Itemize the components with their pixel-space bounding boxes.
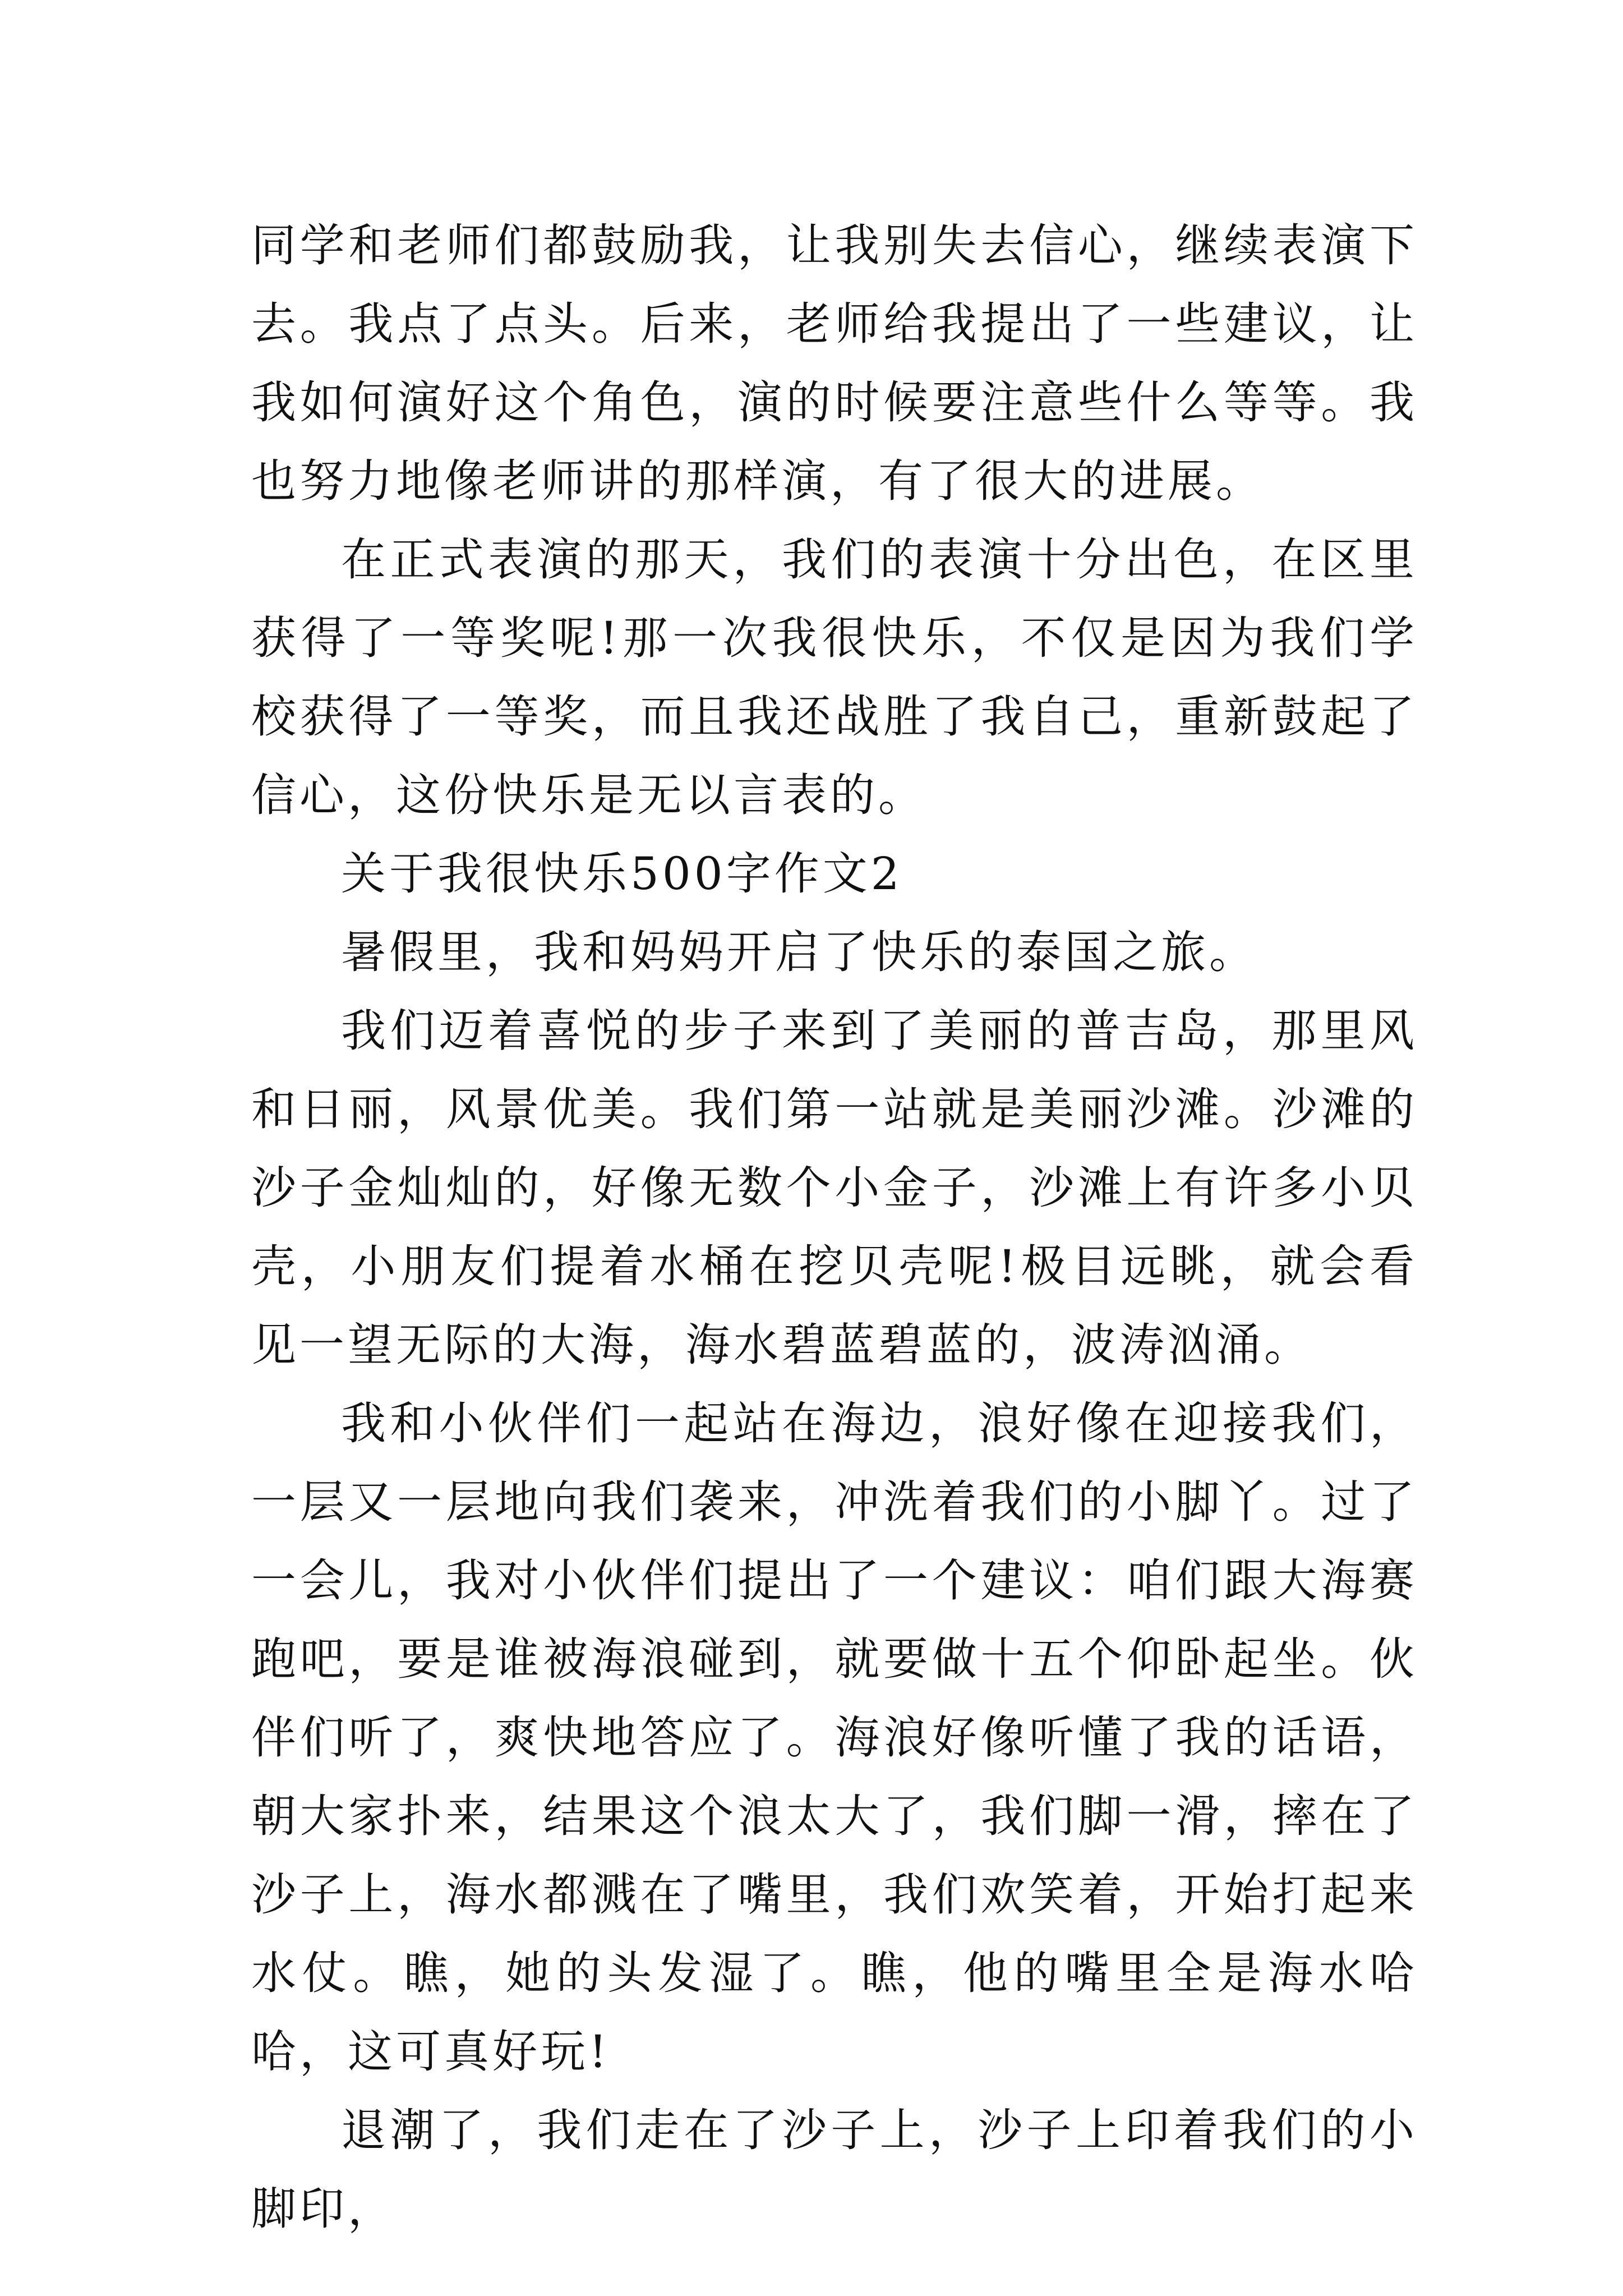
- paragraph-2: 在正式表演的那天，我们的表演十分出色，在区里获得了一等奖呢!那一次我很快乐，不仅是因为我们学校获得了一等奖，而且我还战胜了我自己，重新鼓起了信心，这份快乐是无以言表的。: [251, 533, 1418, 821]
- paragraph-5: 我和小伙伴们一起站在海边，浪好像在迎接我们，一层又一层地向我们袭来，冲洗着我们的小脚丫。过了一会儿，我对小伙伴们提出了一个建议：咱们跟大海赛跑吧，要是谁被海浪碰到，就要做十五个仰卧起坐。伙伴们听了，爽快地答应了。海浪好像听懂了我的话语，朝大家扑来，结果这个浪太大了，我们脚一滑，摔在了沙子上，海水都溅在了嘴里，我们欢笑着，开始打起来水仗。瞧，她的头发湿了。瞧，他的嘴里全是海水哈哈，这可真好玩!: [251, 1397, 1418, 2078]
- paragraph-6: 退潮了，我们走在了沙子上，沙子上印着我们的小脚印，: [251, 2104, 1418, 2235]
- document-body: [251, 206, 1418, 2248]
- essay-heading: 关于我很快乐500字作文2: [341, 848, 903, 900]
- paragraph-1: 同学和老师们都鼓励我，让我别失去信心，继续表演下去。我点了点头。后来，老师给我提出了一些建议，让我如何演好这个角色，演的时候要注意些什么等等。我也努力地像老师讲的那样演，有了很大的进展。: [251, 219, 1418, 507]
- paragraph-3: 暑假里，我和妈妈开启了快乐的泰国之旅。: [341, 926, 1257, 978]
- paragraph-4: 我们迈着喜悦的步子来到了美丽的普吉岛，那里风和日丽，风景优美。我们第一站就是美丽沙滩。沙滩的沙子金灿灿的，好像无数个小金子，沙滩上有许多小贝壳，小朋友们提着水桶在挖贝壳呢!极目远眺，就会看见一望无际的大海，海水碧蓝碧蓝的，波涛汹涌。: [251, 1005, 1418, 1371]
